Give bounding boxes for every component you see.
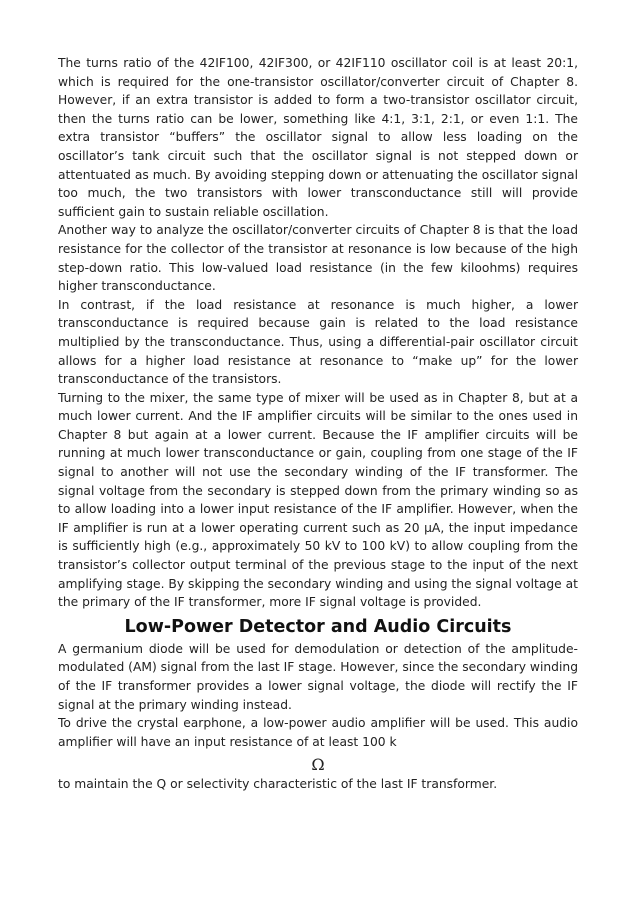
omega-symbol: Ω — [311, 755, 325, 775]
document-page — [58, 54, 578, 794]
paragraph-turns-ratio: The turns ratio of the 42IF100, 42IF300, or 42IF110 oscillator coil is at least 20:1, which is required for the one-transistor oscillator/converter circuit of Chapter 8. However, if an extra transistor is added to form a two-transistor oscillator circuit, then the turns ratio can be lower, something like 4:1, 3:1, 2:1, or even 1:1. The extra transistor “buffers” the oscillator signal to allow less loading on the oscillator’s tank circuit such that the oscillator signal is not stepped down or attentuated as much. By avoiding stepping down or attenuating the oscillator signal too much, the two transistors with lower transconductance still will provide sufficient gain to sustain reliable oscillation. — [58, 56, 578, 219]
paragraph-in-contrast: In contrast, if the load resistance at resonance is much higher, a lower transconductance is required because gain is related to the load resistance multiplied by the transconductance. Thus, using a differential-pair oscillator circuit allows for a higher load resistance at resonance to “make up” for the lower transconductance of the transistors. — [58, 297, 578, 387]
paragraph-germanium-diode: A germanium diode will be used for demodulation or detection of the amplitude-modulated (AM) signal from the last IF stage. However, since the secondary winding of the IF transformer provides a lower signal voltage, the diode will rectify the IF signal at the primary winding instead. — [58, 641, 578, 712]
paragraph-trailing-line: to maintain the Q or selectivity characteristic of the last IF transformer. — [58, 777, 498, 792]
paragraph-audio-amplifier: To drive the crystal earphone, a low-power audio amplifier will be used. This audio amplifier will have an input resistance of at least 100 k — [58, 716, 578, 749]
paragraph-load-resistance: Another way to analyze the oscillator/converter circuits of Chapter 8 is that the load resistance for the collector of the transistor at resonance is low because of the high step-down ratio. This low-valued load resistance (in the few kiloohms) requires higher transconductance. — [58, 223, 578, 294]
paragraph-mixer: Turning to the mixer, the same type of mixer will be used as in Chapter 8, but at a much lower current. And the IF amplifier circuits will be similar to the ones used in Chapter 8 but again at a lower current. Because the IF amplifier circuits will be running at much lower transconductance or gain, coupling from one stage of the IF signal to another will not use the secondary winding of the IF transformer. The signal voltage from the secondary is stepped down from the primary winding so as to allow loading into a lower input resistance of the IF amplifier. However, when the IF amplifier is run at a lower operating current such as 20 µA, the input impedance is sufficiently high (e.g., approximately 50 kV to 100 kV) to allow coupling from the transistor’s collector output terminal of the previous stage to the input of the next amplifying stage. By skipping the secondary winding and using the signal voltage at the primary of the IF transformer, more IF signal voltage is provided. — [58, 390, 578, 610]
section-heading: Low-Power Detector and Audio Circuits — [124, 616, 512, 637]
